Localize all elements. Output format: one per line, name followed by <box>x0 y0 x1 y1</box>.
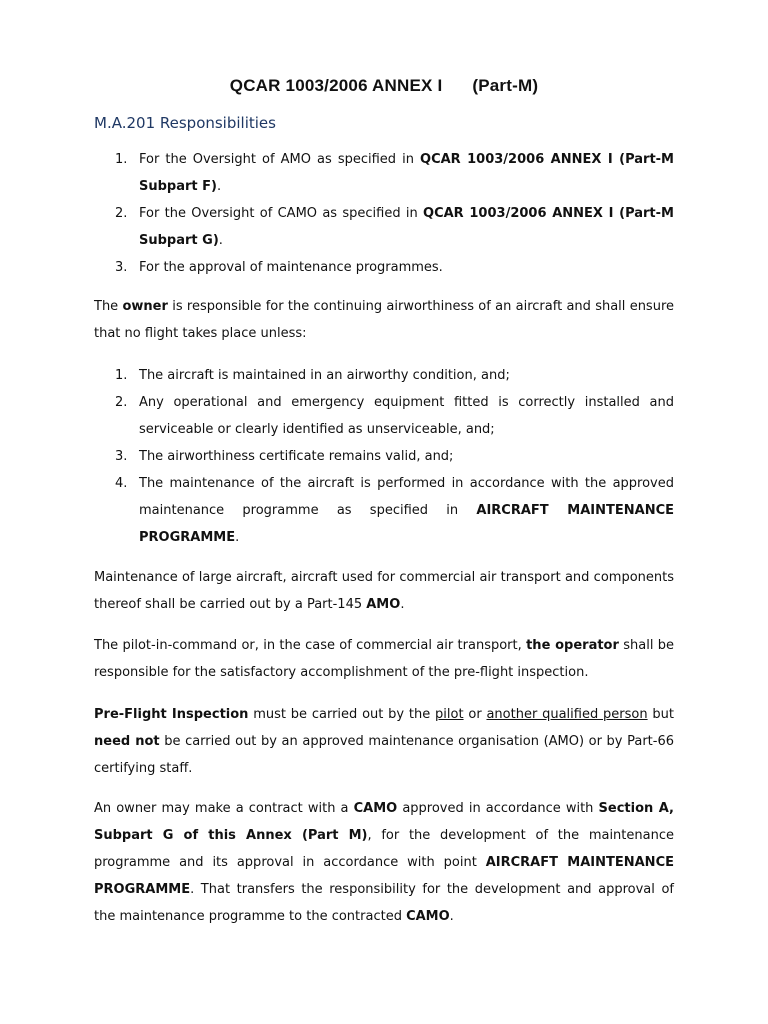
pilot-paragraph: The pilot-in-command or, in the case of commercial air transport, the operator shall be responsible for the satisfactory accomplishment of the pre-flight inspection. <box>94 638 675 680</box>
list-item: 2. Any operational and emergency equipment fitted is correctly installed and serviceable or clearly identified as unserviceable, and; <box>94 389 674 443</box>
list-item: 3. For the approval of maintenance programmes. <box>94 254 674 281</box>
list-number: 2. <box>115 206 128 221</box>
list-item: 1. The aircraft is maintained in an airworthy condition, and; <box>94 362 674 389</box>
list-item: 1. For the Oversight of AMO as specified in QCAR 1003/2006 ANNEX I (Part-M Subpart F). <box>94 146 674 200</box>
document-title <box>0 76 768 96</box>
list-item: 2. For the Oversight of CAMO as specified in QCAR 1003/2006 ANNEX I (Part-M Subpart G). <box>94 200 674 254</box>
oversight-list <box>94 146 674 281</box>
title-part: (Part-M) <box>472 76 539 95</box>
list-item: 4. The maintenance of the aircraft is performed in accordance with the approved maintenance programme as specified in AIRCRAFT MAINTENANCE PROGRAMME. <box>94 470 674 551</box>
list-number: 3. <box>115 449 128 464</box>
maintenance-paragraph: Maintenance of large aircraft, aircraft used for commercial air transport and components thereof shall be carried out by a Part-145 AMO. <box>94 570 674 612</box>
conditions-list <box>94 362 674 551</box>
list-number: 2. <box>115 395 128 410</box>
list-number: 4. <box>115 476 128 491</box>
list-number: 1. <box>115 368 128 383</box>
list-number: 3. <box>115 260 128 275</box>
title-main: QCAR 1003/2006 ANNEX I <box>229 76 443 95</box>
list-number: 1. <box>115 152 128 167</box>
list-item: 3. The airworthiness certificate remains valid, and; <box>94 443 674 470</box>
preflight-paragraph: Pre-Flight Inspection must be carried out by the pilot or another qualified person but need not be carried out by an approved maintenance organisation (AMO) or by Part-66 certifying staff. <box>94 707 675 776</box>
camo-contract-paragraph: An owner may make a contract with a CAMO approved in accordance with Section A, Subpart G of this Annex (Part M), for the development of the maintenance programme and its approval in accordance with point AIRCRAFT MAINTENANCE PROGRAMME. That transfers the responsibility for the development and approval of the maintenance programme to the contracted CAMO. <box>94 801 674 924</box>
section-heading: M.A.201 Responsibilities <box>94 114 276 132</box>
owner-paragraph: The owner is responsible for the continuing airworthiness of an aircraft and shall ensure that no flight takes place unless: <box>94 299 675 341</box>
